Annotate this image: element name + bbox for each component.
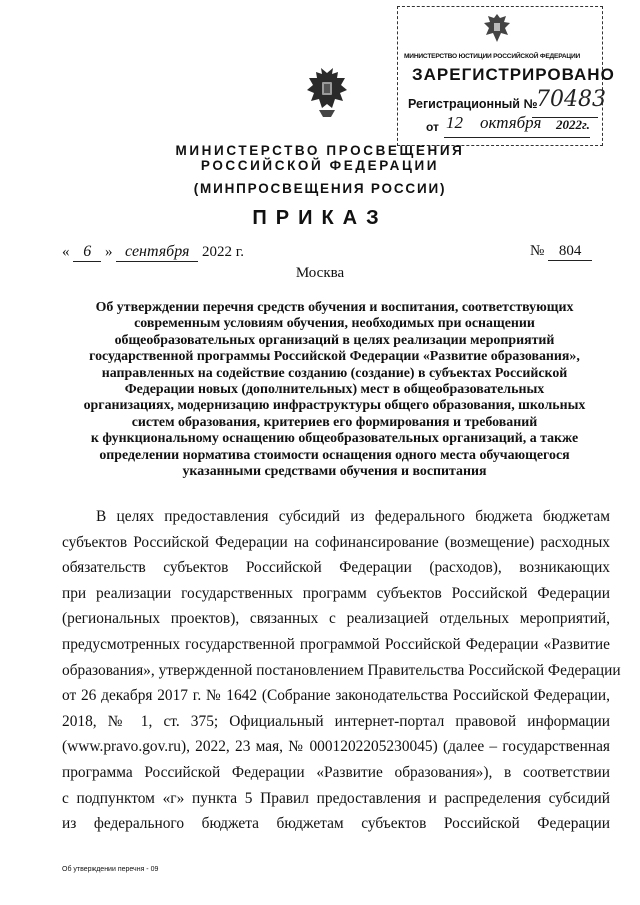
- title-line: Федерации новых (дополнительных) мест в общеобразовательных: [124, 382, 545, 398]
- order-date: [62, 243, 244, 262]
- title-line: современным условиям обучения, необходимых при оснащении: [134, 316, 535, 332]
- body-line: при реализации государственных программ субъектов Российской Федерации: [62, 584, 610, 602]
- order-number-line: [530, 243, 592, 261]
- title-line: направленных на содействие созданию (создание) в субъектах Российской: [101, 365, 568, 381]
- title-line: к функциональному оснащению общеобразовательных организаций, а также: [90, 431, 579, 447]
- date-quote-open: «: [62, 244, 70, 260]
- body-line: В целях предоставления субсидий из федерального бюджета бюджетам: [96, 508, 610, 525]
- stamp-date-day: 12: [446, 113, 463, 132]
- title-line: общеобразовательных организаций в целях реализации мероприятий: [114, 332, 555, 348]
- stamp-title: ЗАРЕГИСТРИРОВАНО: [412, 65, 615, 84]
- title-line: систем образования, критериев его формирования и требований: [131, 414, 538, 430]
- body-line: 2018, № 1, ст. 375; Официальный интернет-портал правовой информации: [62, 712, 610, 730]
- coat-of-arms-icon: [305, 64, 349, 120]
- order-month: сентября: [116, 243, 198, 262]
- body-line: субъектов Российской Федерации на софинансирование (возмещение) расходных: [62, 533, 610, 551]
- ministry-name-line2: РОССИЙСКОЙ ФЕДЕРАЦИИ: [200, 158, 440, 173]
- city: Москва: [295, 265, 345, 281]
- stamp-date-month: октября: [480, 113, 542, 132]
- body-line: обязательств субъектов Российской Федерации (расходов), возникающих: [62, 559, 610, 577]
- order-day: 6: [73, 243, 101, 262]
- body-line: из федерального бюджета бюджетам субъектов Российской Федерации: [62, 815, 610, 833]
- eagle-emblem-icon: [482, 11, 512, 45]
- ministry-name-line1: МИНИСТЕРСТВО ПРОСВЕЩЕНИЯ: [175, 143, 465, 158]
- title-line: государственной программы Российской Федерации «Развитие образования»,: [89, 349, 580, 365]
- body-line: от 26 декабря 2017 г. № 1642 (Собрание законодательства Российской Федерации,: [62, 687, 610, 705]
- title-line: Об утверждении перечня средств обучения и воспитания, соответствующих: [95, 300, 574, 315]
- ministry-short-name: (МИНПРОСВЕЩЕНИЯ РОССИИ): [193, 181, 447, 196]
- registration-stamp: [397, 6, 615, 146]
- order-number: 804: [548, 243, 592, 261]
- stamp-ministry: МИНИСТЕРСТВО ЮСТИЦИИ РОССИЙСКОЙ ФЕДЕРАЦИИ: [404, 53, 581, 60]
- order-body: [62, 504, 621, 837]
- order-number-label: №: [530, 243, 545, 259]
- document-type: ПРИКАЗ: [252, 207, 388, 229]
- body-line: предусмотренных государственной программой Российской Федерации «Развитие: [62, 635, 610, 653]
- stamp-reg-label: Регистрационный №: [408, 97, 538, 111]
- order-year: 2022 г.: [202, 244, 244, 260]
- title-line: указанными средствами обучения и воспитания: [182, 464, 487, 480]
- title-line: организациях, модернизацию инфраструктуры общего образования, школьных: [83, 398, 586, 414]
- body-line: образования», утвержденной постановлением Правительства Российской Федерации: [62, 661, 621, 679]
- stamp-date-prefix: от: [426, 120, 439, 134]
- title-line: определении норматива стоимости оснащения одного места обучающегося: [99, 447, 570, 463]
- order-title: [62, 300, 607, 480]
- body-line: (региональных проектов), связанных с реализацией отдельных мероприятий,: [62, 610, 610, 628]
- date-quote-close: »: [105, 244, 113, 260]
- body-line: (www.pravo.gov.ru), 2022, 23 мая, № 0001202205230045) (далее – государственная: [62, 738, 610, 756]
- footer-note: Об утверждении перечня - 09: [62, 866, 159, 873]
- stamp-date-year: 2022г.: [556, 117, 590, 132]
- stamp-reg-number: 70483: [536, 87, 606, 112]
- body-line: программа Российской Федерации «Развитие образования»), в соответствии: [62, 763, 610, 781]
- body-line: с подпунктом «г» пункта 5 Правил предоставления и распределения субсидий: [62, 789, 610, 807]
